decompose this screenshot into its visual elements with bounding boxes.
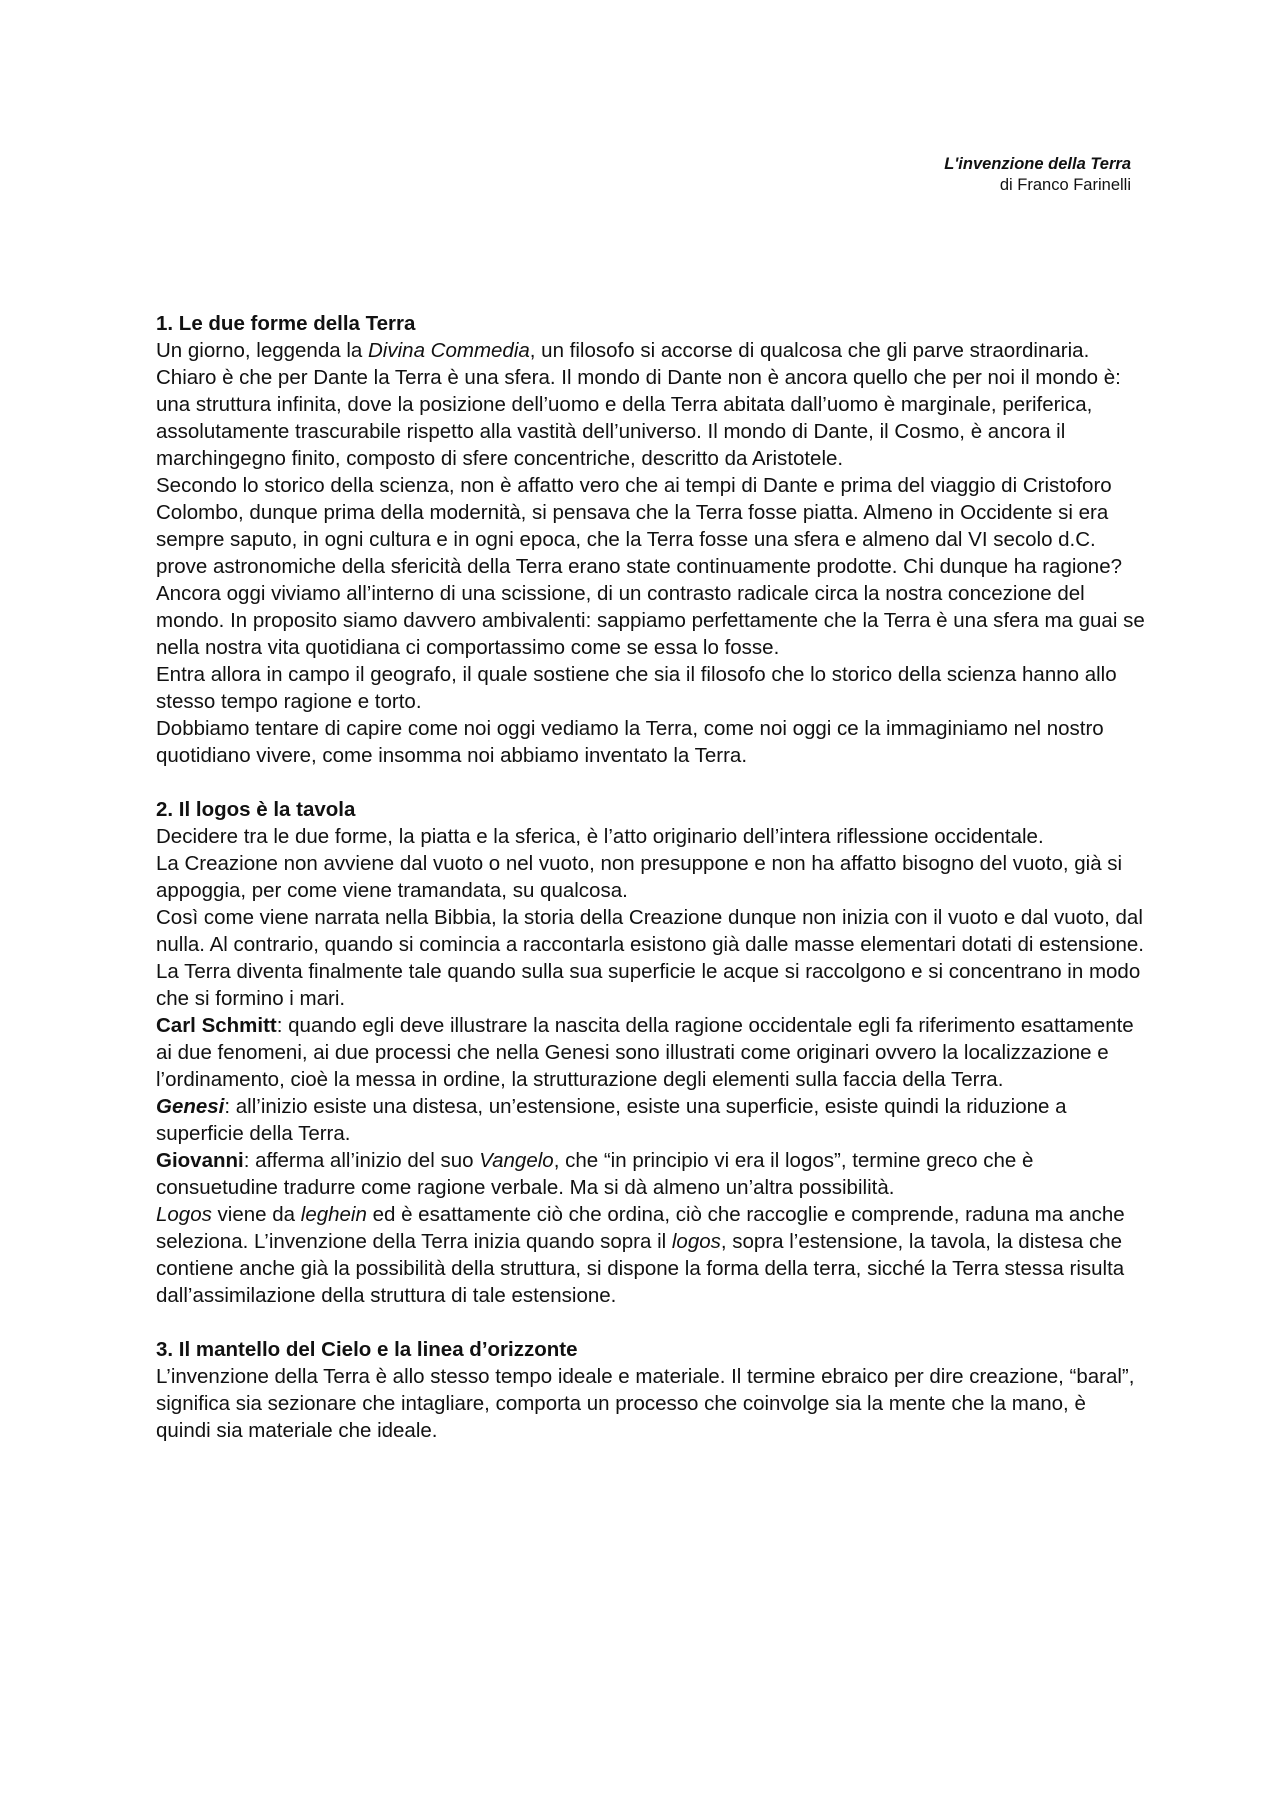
paragraph [156,1093,1146,1147]
text-run: : all’inizio esiste una distesa, un’estensione, esiste una superficie, esiste quindi la riduzione a superficie della Terra. [156,1095,1067,1145]
section-1 [156,310,1146,769]
italic-vangelo: Vangelo [479,1149,554,1172]
paragraph: Dobbiamo tentare di capire come noi oggi vediamo la Terra, come noi oggi ce la immaginiamo nel nostro quotidiano vivere, come insomma noi abbiamo inventato la Terra. [156,717,1104,767]
text-run: ed è esattamente ciò che ordina, ciò che raccoglie e comprende, raduna ma anche seleziona. L’invenzione della Terra inizia quando sopra il [156,1203,1125,1253]
text-run: : afferma all’inizio del suo [243,1149,480,1172]
section-title: 1. Le due forme della Terra [156,312,416,335]
document-header [944,154,1131,196]
text-run: viene da [211,1203,301,1226]
paragraph: Secondo lo storico della scienza, non è affatto vero che ai tempi di Dante e prima del viaggio di Cristoforo Colombo, dunque prima della modernità, si pensava che la Terra fosse piatta. Almeno in Occidente si era sempre saputo, in ogni cultura e in ogni epoca, che la Terra fosse una sfera e almeno dal VI secolo d.C. prove astronomiche della sfericità della Terra erano state continuamente prodotte. Chi dunque ha ragione? [156,474,1123,578]
section-title: 2. Il logos è la tavola [156,798,356,821]
paragraph: Ancora oggi viviamo all’interno di una scissione, di un contrasto radicale circa la nostra concezione del mondo. In proposito siamo davvero ambivalenti: sappiamo perfettamente che la Terra è una sfera ma guai se nella nostra vita quotidiana ci comportassimo come se essa lo fosse. [156,582,1145,659]
section-2 [156,796,1146,1309]
paragraph: La Creazione non avviene dal vuoto o nel vuoto, non presuppone e non ha affatto bisogno del vuoto, già si appoggia, per come viene tramandata, su qualcosa. [156,852,1123,902]
bold-italic-genesi: Genesi [156,1095,225,1118]
paragraph [156,1012,1146,1093]
italic-logos: logos [671,1230,721,1253]
document-body [156,310,1146,1471]
text-run: , un filosofo si accorse di qualcosa che gli parve straordinaria. Chiaro è che per Dante la Terra è una sfera. Il mondo di Dante non è ancora quello che per noi il mondo è: una struttura infinita, dove la posizione dell’uomo e della Terra abitata dall’uomo è marginale, periferica, assolutamente trascurabile rispetto alla vastità dell’universo. Il mondo di Dante, il Cosmo, è ancora il marchingegno finito, composto di sfere concentriche, descritto da Aristotele. [156,339,1121,470]
paragraph: Decidere tra le due forme, la piatta e la sferica, è l’atto originario dell’intera riflessione occidentale. [156,825,1044,848]
paragraph: La Terra diventa finalmente tale quando sulla sua superficie le acque si raccolgono e si concentrano in modo che si formino i mari. [156,960,1141,1010]
document-title: L'invenzione della Terra [944,155,1131,173]
text-run: , sopra l’estensione, la tavola, la distesa che contiene anche già la possibilità della struttura, si dispone la forma della terra, sicché la Terra stessa risulta dall’assimilazione della struttura di tale estensione. [156,1230,1125,1307]
paragraph [156,1201,1146,1309]
italic-title-divina-commedia: Divina Commedia [368,339,530,362]
paragraph [156,337,1146,472]
paragraph: Così come viene narrata nella Bibbia, la storia della Creazione dunque non inizia con il vuoto e dal vuoto, dal nulla. Al contrario, quando si comincia a raccontarla esistono già dalle masse elementari dotati di estensione. [156,906,1144,956]
paragraph [156,1147,1146,1201]
text-run: , che “in principio vi era il logos”, termine greco che è consuetudine tradurre come ragione verbale. Ma si dà almeno un’altra possibilità. [156,1149,1034,1199]
text-run: : quando egli deve illustrare la nascita della ragione occidentale egli fa riferimento esattamente ai due fenomeni, ai due processi che nella Genesi sono illustrati come originari ovvero la localizzazione e l’ordinamento, cioè la messa in ordine, la strutturazione degli elementi sulla faccia della Terra. [156,1014,1134,1091]
paragraph: L’invenzione della Terra è allo stesso tempo ideale e materiale. Il termine ebraico per dire creazione, “baral”, significa sia sezionare che intagliare, comporta un processo che coinvolge sia la mente che la mano, è quindi sia materiale che ideale. [156,1365,1135,1442]
italic-leghein: leghein [300,1203,367,1226]
paragraph: Entra allora in campo il geografo, il quale sostiene che sia il filosofo che lo storico della scienza hanno allo stesso tempo ragione e torto. [156,663,1117,713]
section-title: 3. Il mantello del Cielo e la linea d’orizzonte [156,1338,578,1361]
section-3 [156,1336,1146,1444]
italic-logos: Logos [156,1203,212,1226]
document-author: di Franco Farinelli [999,176,1131,194]
bold-name-giovanni: Giovanni [156,1149,244,1172]
bold-name-carl-schmitt: Carl Schmitt [156,1014,277,1037]
text-run: Un giorno, leggenda la [156,339,368,362]
